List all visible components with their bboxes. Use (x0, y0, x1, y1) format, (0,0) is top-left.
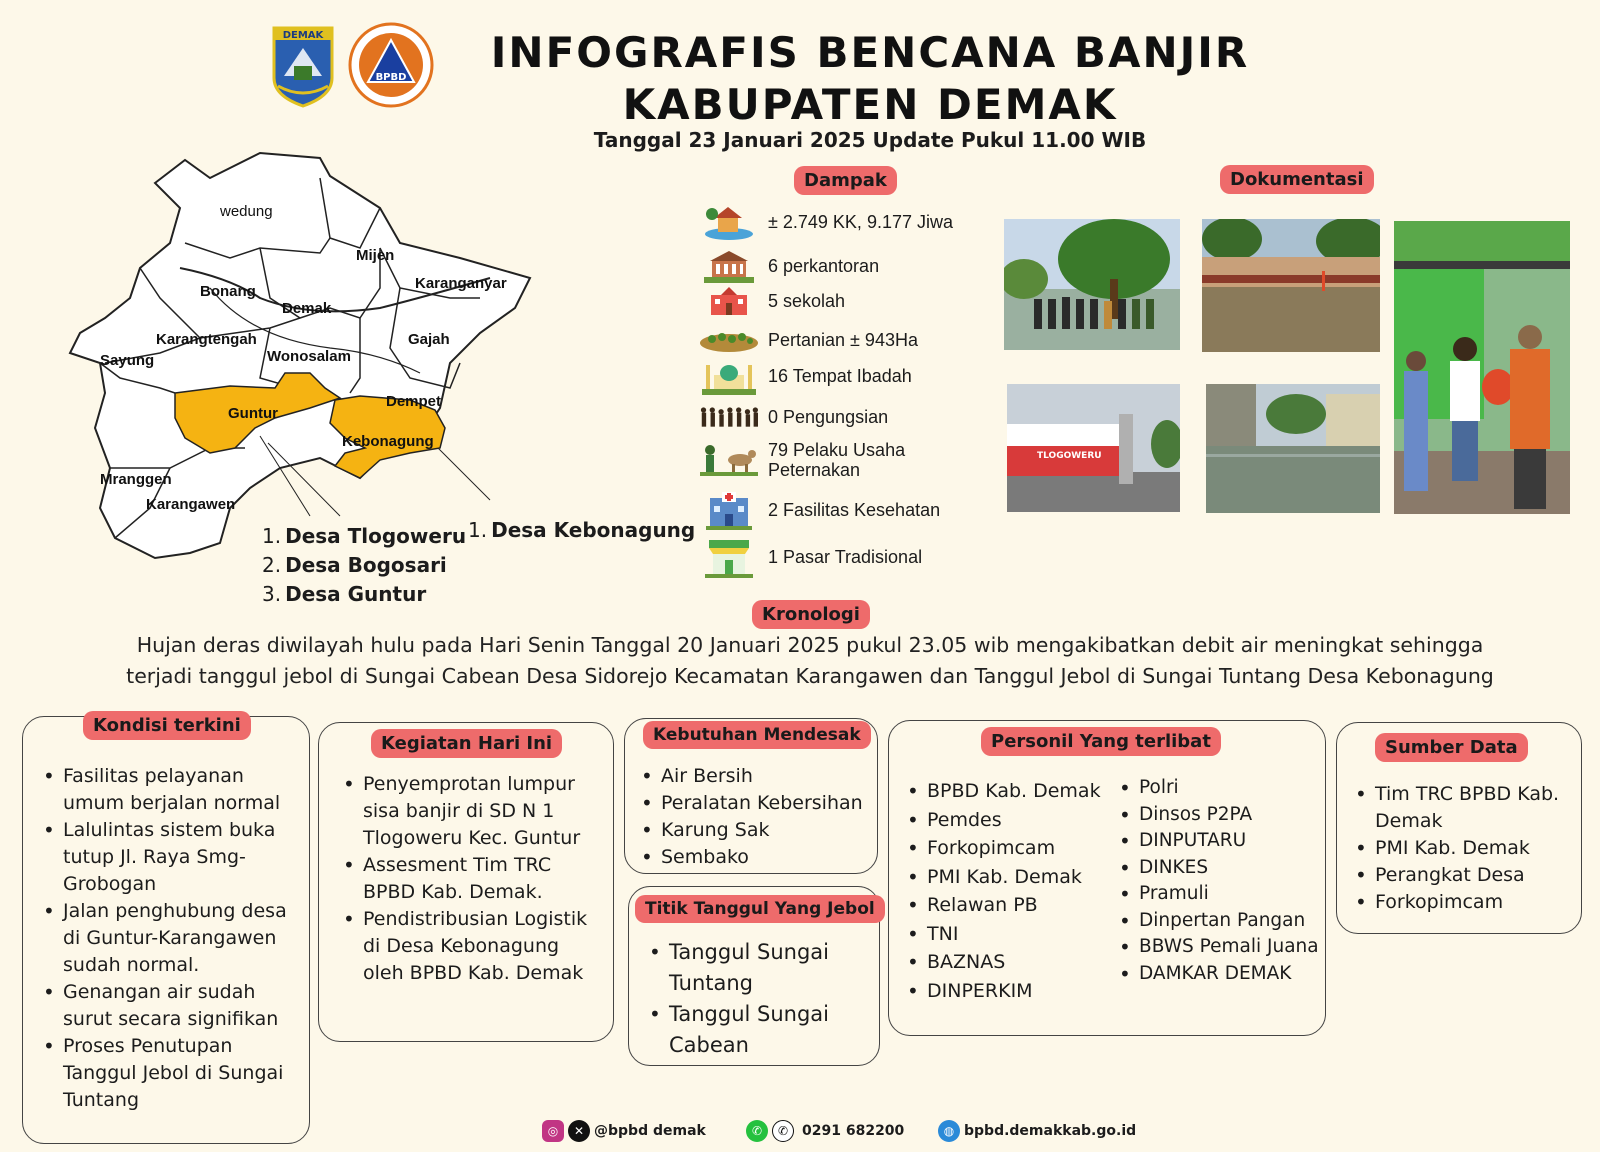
list-item: • Perangkat Desa (1353, 862, 1579, 889)
impact-text: 5 sekolah (768, 291, 846, 311)
photo-tlogoweru-office (1007, 384, 1180, 512)
kebutuhan-box (624, 718, 878, 874)
market-icon (700, 537, 758, 577)
titik-list (647, 937, 873, 1061)
titik-box (628, 886, 880, 1066)
list-item: • Peralatan Kebersihan (639, 790, 875, 817)
photo-aid-distribution (1394, 221, 1570, 514)
kegiatan-list (341, 771, 597, 987)
page-title-line1: INFOGRAFIS BENCANA BANJIR (490, 28, 1250, 77)
map-label-gajah: Gajah (408, 331, 450, 348)
kondisi-box (22, 716, 310, 1144)
list-item: • DAMKAR DEMAK (1117, 961, 1325, 988)
kronologi-label: Kronologi (752, 600, 870, 629)
map-label-wonosalam: Wonosalam (267, 348, 351, 365)
list-item: • Assesment Tim TRC BPBD Kab. Demak. (341, 852, 597, 906)
list-item: • Dinpertan Pangan (1117, 908, 1325, 935)
list-item: • Polri (1117, 775, 1325, 802)
footer-phone[interactable]: ✆ ✆ 0291 682200 (746, 1120, 904, 1142)
list-item: • Proses Penutupan Tanggul Jebol di Sungai Tuntang (41, 1033, 307, 1114)
list-item: • Tanggul Sungai Cabean (647, 999, 873, 1061)
impact-item-office (700, 246, 879, 286)
dampak-label: Dampak (794, 166, 897, 195)
village-item: 2. Desa Bogosari (262, 553, 447, 577)
guntur-village-list (262, 522, 466, 609)
map-label-karangawen: Karangawen (146, 496, 236, 513)
photo-sign-text: TLOGOWERU (1037, 451, 1102, 461)
kegiatan-label: Kegiatan Hari Ini (371, 729, 562, 758)
impact-text: 1 Pasar Tradisional (768, 547, 923, 567)
impact-text: Pertanian ± 943Ha (768, 330, 918, 350)
list-item: • Pemdes (905, 806, 1115, 835)
list-item: • DINPERKIM (905, 977, 1115, 1006)
list-item: • Pendistribusian Logistik di Desa Kebonagung oleh BPBD Kab. Demak (341, 906, 597, 987)
map-label-mijen: Mijen (356, 247, 395, 264)
kronologi-text: Hujan deras diwilayah hulu pada Hari Senin Tanggal 20 Januari 2025 pukul 23.05 wib mengakibatkan debit air meningkat sehingga terjadi tanggul jebol di Sungai Cabean Desa Sidorejo Kecamatan Karangawen dan Tanggul Jebol di Sungai Tuntang Desa Kebonagung (126, 633, 1494, 688)
list-item: • Pramuli (1117, 881, 1325, 908)
list-item: • Tim TRC BPBD Kab. Demak (1353, 781, 1579, 835)
list-item: • Air Bersih (639, 763, 875, 790)
personil-list-col1 (905, 777, 1115, 1005)
personil-list-col2 (1117, 775, 1325, 987)
list-item: • Lalulintas sistem buka tutup Jl. Raya Smg-Grobogan (41, 817, 307, 898)
list-item: • Tanggul Sungai Tuntang (647, 937, 873, 999)
impact-text: 6 perkantoran (768, 256, 880, 276)
kegiatan-box (318, 722, 614, 1042)
list-item: • PMI Kab. Demak (1353, 835, 1579, 862)
sumber-list (1353, 781, 1579, 916)
list-item: • BPBD Kab. Demak (905, 777, 1115, 806)
map-label-kebonagung: Kebonagung (342, 433, 434, 450)
map-label-mranggen: Mranggen (100, 471, 172, 488)
personil-label: Personil Yang terlibat (981, 727, 1221, 756)
impact-text: 0 Pengungsian (768, 407, 889, 427)
photo-flooded-street (1206, 384, 1380, 513)
list-item: • DINPUTARU (1117, 828, 1325, 855)
kondisi-label: Kondisi terkini (83, 711, 251, 740)
list-item: • Genangan air sudah surut secara signifikan (41, 979, 307, 1033)
map-label-bonang: Bonang (200, 283, 256, 300)
impact-text: ± 2.749 KK, 9.177 Jiwa (768, 212, 953, 232)
impact-item-school (700, 281, 845, 321)
kebutuhan-label: Kebutuhan Mendesak (643, 721, 871, 749)
page-title-line2: KABUPATEN DEMAK (622, 80, 1118, 129)
village-item: 1. Desa Tlogoweru (262, 524, 467, 548)
map-label-sayung: Sayung (100, 352, 155, 369)
kondisi-list (41, 763, 307, 1114)
list-item: • TNI (905, 920, 1115, 949)
impact-item-refugees (700, 397, 888, 437)
instagram-icon: ◎ (542, 1120, 564, 1142)
map-label-wedung: wedung (220, 203, 273, 220)
list-item: • DINKES (1117, 855, 1325, 882)
village-item: 3. Desa Guntur (262, 582, 427, 606)
list-item: • Sembako (639, 844, 875, 871)
map-label-dempet: Dempet (386, 393, 442, 410)
globe-icon: ◍ (938, 1120, 960, 1142)
district-map (60, 148, 560, 578)
impact-text: 79 Pelaku Usaha Peternakan (768, 440, 906, 480)
livestock-icon (700, 440, 758, 480)
list-item: • BBWS Pemali Juana (1117, 934, 1325, 961)
list-item: • Jalan penghubung desa di Guntur-Karangawen sudah normal. (41, 898, 307, 979)
list-item: • Relawan PB (905, 891, 1115, 920)
list-item: • Fasilitas pelayanan umum berjalan normal (41, 763, 307, 817)
impact-item-livestock (700, 440, 938, 480)
list-item: • BAZNAS (905, 948, 1115, 977)
kebonagung-village-list (468, 516, 695, 545)
kebutuhan-list (639, 763, 875, 871)
photo-flooded-school (1202, 219, 1380, 352)
personil-box (888, 720, 1326, 1036)
phone-icon: ✆ (772, 1120, 794, 1142)
page-subtitle: Tanggal 23 Januari 2025 Update Pukul 11.00 WIB (593, 128, 1147, 152)
mosque-icon (700, 356, 758, 396)
list-item: • Karung Sak (639, 817, 875, 844)
impact-item-health (700, 490, 940, 530)
list-item: • PMI Kab. Demak (905, 863, 1115, 892)
impact-text: 16 Tempat Ibadah (768, 366, 912, 386)
list-item: • Dinsos P2PA (1117, 802, 1325, 829)
office-icon (700, 246, 758, 286)
dokumentasi-label: Dokumentasi (1220, 165, 1374, 194)
hospital-icon (700, 490, 758, 530)
impact-item-agriculture (700, 320, 918, 360)
demak-logo-text: DEMAK (282, 30, 324, 41)
footer-social[interactable]: ◎ ✕ @bpbd demak (542, 1120, 706, 1142)
sumber-box (1336, 722, 1582, 934)
map-label-demak: Demak (282, 300, 332, 317)
whatsapp-icon: ✆ (746, 1120, 768, 1142)
school-icon (700, 281, 758, 321)
impact-text: 2 Fasilitas Kesehatan (768, 500, 941, 520)
map-label-karanganyar: Karanganyar (415, 275, 507, 292)
map-label-guntur: Guntur (228, 405, 278, 422)
x-twitter-icon: ✕ (568, 1120, 590, 1142)
impact-item-worship (700, 356, 912, 396)
impact-item-population (700, 202, 953, 242)
list-item: • Penyemprotan lumpur sisa banjir di SD N 1 Tlogoweru Kec. Guntur (341, 771, 597, 852)
map-label-karangtengah: Karangtengah (156, 331, 257, 348)
village-item: 1. Desa Kebonagung (468, 518, 696, 542)
list-item: • Forkopimcam (1353, 889, 1579, 916)
sumber-label: Sumber Data (1375, 733, 1528, 762)
bpbd-logo-text: BPBD (375, 72, 407, 83)
impact-item-market (700, 537, 922, 577)
refugees-icon (700, 397, 758, 437)
demak-logo (270, 26, 336, 108)
list-item: • Forkopimcam (905, 834, 1115, 863)
titik-label: Titik Tanggul Yang Jebol (635, 895, 885, 923)
farm-icon (700, 320, 758, 360)
house-flood-icon (700, 202, 758, 242)
photo-group-officials (1004, 219, 1180, 350)
footer-website[interactable]: ◍ bpbd.demakkab.go.id (938, 1120, 1136, 1142)
